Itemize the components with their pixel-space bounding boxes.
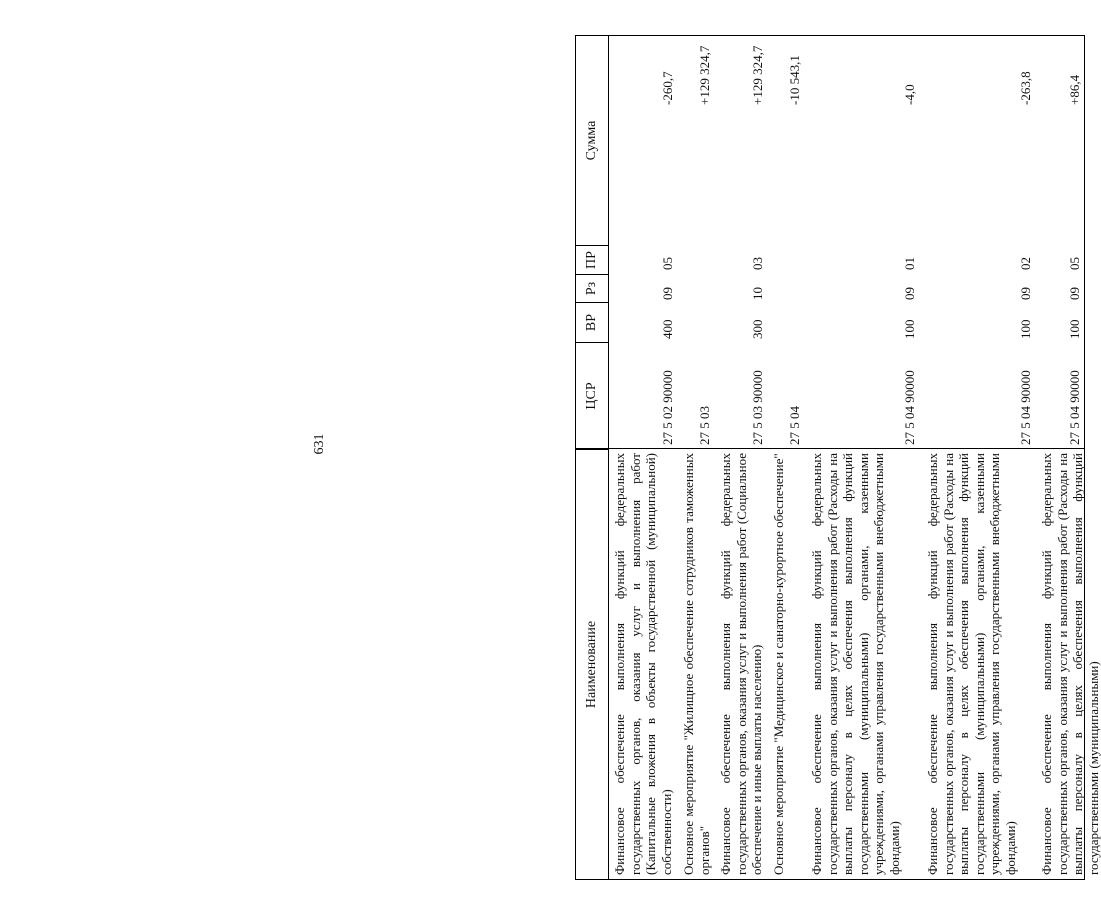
row-6-name: Финансовое обеспечение выполнения функций федеральных государственных органов, оказания услуг и выполнения работ (Расходы на выплаты персоналу в целях обеспечения выполнения функций государственными (муниципальными) органами, казенными учреждениями, органами управления государственными внебюджетными фондами) (925, 453, 1018, 875)
row-7-pr: 05 (1067, 257, 1082, 270)
row-1-sum: -260,7 (660, 71, 675, 105)
row-7-vr: 100 (1067, 319, 1082, 339)
row-6-vr: 100 (1018, 319, 1033, 339)
row-5-name: Финансовое обеспечение выполнения функций федеральных государственных органов, оказания услуг и выполнения работ (Расходы на выплаты персоналу в целях обеспечения выполнения функций государственными (муниципальными) органами, казенными учреждениями, органами управления государственными внебюджетными фондами) (809, 453, 902, 875)
row-6-csr: 27 5 04 90000 (1018, 370, 1033, 445)
row-7-sum: +86,4 (1067, 74, 1082, 105)
row-2-name: Основное мероприятие "Жилищное обеспечение сотрудников таможенных органов" (681, 453, 712, 875)
row-5-pr: 01 (902, 257, 917, 270)
header-vr: ВР (576, 302, 609, 342)
header-sum: Сумма (576, 36, 609, 245)
row-7-name: Финансовое обеспечение выполнения функций федеральных государственных органов, оказания услуг и выполнения работ (Расходы на выплаты персоналу в целях обеспечения выполнения функций государственными (муниципальными) (1039, 453, 1101, 875)
row-4-csr: 27 5 04 (787, 406, 802, 445)
row-1-name: Финансовое обеспечение выполнения функций федеральных государственных органов, оказания услуг и выполнения работ (Капитальные вложения в объекты государственной (муниципальной) собственности) (612, 453, 674, 875)
row-1-csr: 27 5 02 90000 (660, 370, 675, 445)
header-name: Наименование (576, 449, 609, 879)
row-3-sum: +129 324,7 (750, 45, 765, 105)
row-5-vr: 100 (902, 319, 917, 339)
row-6-rz: 09 (1018, 287, 1033, 300)
row-1-vr: 400 (660, 319, 675, 339)
row-3-name: Финансовое обеспечение выполнения функций федеральных государственных органов, оказания услуг и выполнения работ (Социальное обеспечение и иные выплаты населению) (718, 453, 765, 875)
row-7-csr: 27 5 04 90000 (1067, 370, 1082, 445)
row-5-csr: 27 5 04 90000 (902, 370, 917, 445)
row-3-vr: 300 (750, 319, 765, 339)
row-3-csr: 27 5 03 90000 (750, 370, 765, 445)
header-rz: Рз (576, 274, 609, 302)
row-6-pr: 02 (1018, 257, 1033, 270)
row-3-pr: 03 (750, 257, 765, 270)
row-4-sum: -10 543,1 (787, 55, 802, 105)
column-divider (576, 448, 1084, 449)
row-5-rz: 09 (902, 287, 917, 300)
row-2-csr: 27 5 03 (697, 406, 712, 445)
row-3-rz: 10 (750, 287, 765, 300)
header-csr: ЦСР (576, 342, 609, 449)
header-pr: ПР (576, 245, 609, 274)
budget-table (575, 35, 1101, 880)
row-4-name: Основное мероприятие "Медицинское и санаторно-курортное обеспечение" (771, 453, 786, 875)
row-1-pr: 05 (660, 257, 675, 270)
row-7-rz: 09 (1067, 287, 1082, 300)
row-6-sum: -263,8 (1018, 71, 1033, 105)
row-1-rz: 09 (660, 287, 675, 300)
page-number: 631 (312, 433, 327, 455)
row-5-sum: -4,0 (902, 84, 917, 105)
row-2-sum: +129 324,7 (697, 45, 712, 105)
